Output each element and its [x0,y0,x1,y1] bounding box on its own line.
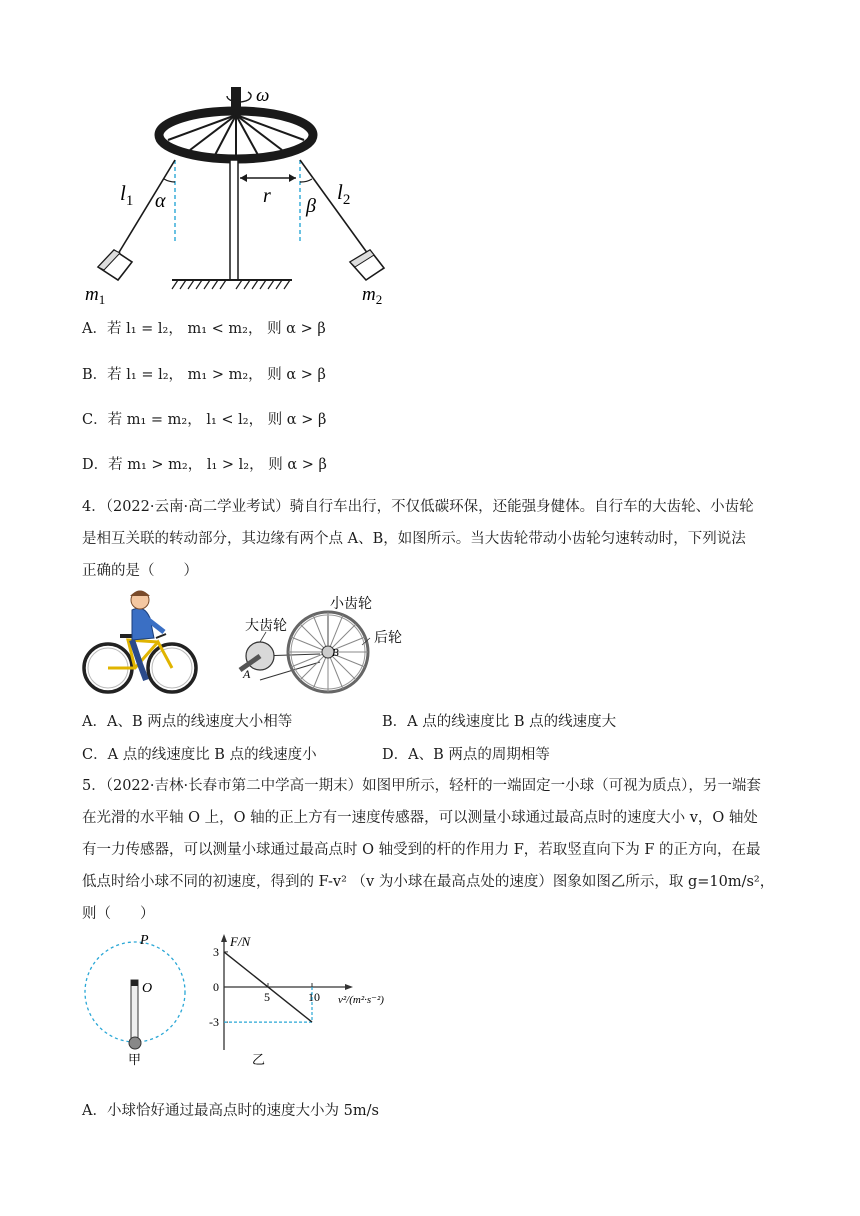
point-a-label: A [243,667,251,681]
f-v2-chart [200,932,420,1067]
q3-option-d[interactable]: D．若 m₁ > m₂， l₁ > l₂， 则 α > β [82,457,327,473]
q4-option-c[interactable]: C．A 点的线速度比 B 点的线速度小 [82,747,317,763]
figure-jia-caption: 甲 [128,1052,142,1067]
rotating-wheel-figure [80,82,420,307]
x-tick-label: 10 [308,990,320,1004]
bicycle-figure [80,590,420,700]
figure-yi-caption: 乙 [252,1052,266,1067]
beta-label: β [306,195,316,217]
q4-option-b[interactable]: B．A 点的线速度比 B 点的线速度大 [382,714,617,730]
q4-stem-line-3: 正确的是（ ） [82,563,198,579]
q4-stem-line-1: 4．（2022·云南·高二学业考试）骑自行车出行，不仅低碳环保，还能强身健体。自行车的大齿轮、小齿轮 [82,499,754,515]
mass-2-block [350,250,384,280]
q3-option-c[interactable]: C．若 m₁ = m₂， l₁ < l₂， 则 α > β [82,412,327,428]
x-axis-arrow [345,984,353,990]
q4-option-a[interactable]: A．A、B 两点的线速度大小相等 [82,714,293,730]
q5-stem-line-3: 有一力传感器，可以测量小球通过最高点时 O 轴受到的杆的作用力 F，若取竖直向下为 F 的正方向，在最 [82,842,761,858]
rear-wheel-label: 后轮 [374,631,402,646]
x-axis-label: v²/(m²·s⁻²) [338,994,384,1006]
light-rod [131,980,138,1040]
m1-label: $m_1$ [85,284,106,307]
alpha-label: α [155,190,166,212]
circular-motion-figure [80,932,195,1067]
point-b-label: B [332,647,339,659]
y-tick-label: 0 [213,980,219,994]
q5-stem-line-4: 低点时给小球不同的初速度，得到的 F-v² （v 为小球在最高点处的速度）图象如图乙所示，取 g=10m/s²， [82,874,775,890]
q3-option-a[interactable]: A．若 l₁ = l₂， m₁ < m₂， 则 α > β [82,321,326,337]
small-ball [129,1037,141,1049]
central-pole [230,160,238,280]
x-tick-label: 5 [264,990,270,1004]
y-axis-arrow [221,934,227,942]
point-p-label: P [140,933,149,948]
m2-label: $m_2$ [362,284,383,307]
ground-hatch [172,280,290,289]
mass-1-block [98,250,132,280]
q5-stem-line-5: 则（ ） [82,906,155,922]
small-gear-label: 小齿轮 [330,597,372,612]
big-gear-label: 大齿轮 [245,619,287,634]
y-tick-label: -3 [209,1015,219,1030]
axis-o-label: O [142,981,153,996]
q5-option-a[interactable]: A．小球恰好通过最高点时的速度大小为 5m/s [82,1103,379,1119]
q4-stem-line-2: 是相互关联的转动部分，其边缘有两个点 A、B，如图所示。当大齿轮带动小齿轮匀速转动时，下列说法 [82,531,746,547]
q5-stem-line-1: 5．（2022·吉林·长春市第二中学高一期末）如图甲所示，轻杆的一端固定一小球（可视为质点），另一端套 [82,778,761,794]
cyclist-illustration [84,591,196,692]
l2-label: $l_2$ [337,180,351,208]
q4-option-d[interactable]: D．A、B 两点的周期相等 [382,747,550,763]
l1-label: $l_1$ [120,181,134,209]
q5-stem-line-2: 在光滑的水平轴 O 上，O 轴的正上方有一速度传感器，可以测量小球通过最高点时的速度大小 v，O 轴处 [82,810,758,826]
y-axis-label: F/N [230,934,251,949]
r-label: r [263,185,271,207]
omega-label: ω [256,85,270,106]
q3-option-b[interactable]: B．若 l₁ = l₂， m₁ > m₂， 则 α > β [82,367,326,383]
y-tick-label: 3 [213,944,219,959]
